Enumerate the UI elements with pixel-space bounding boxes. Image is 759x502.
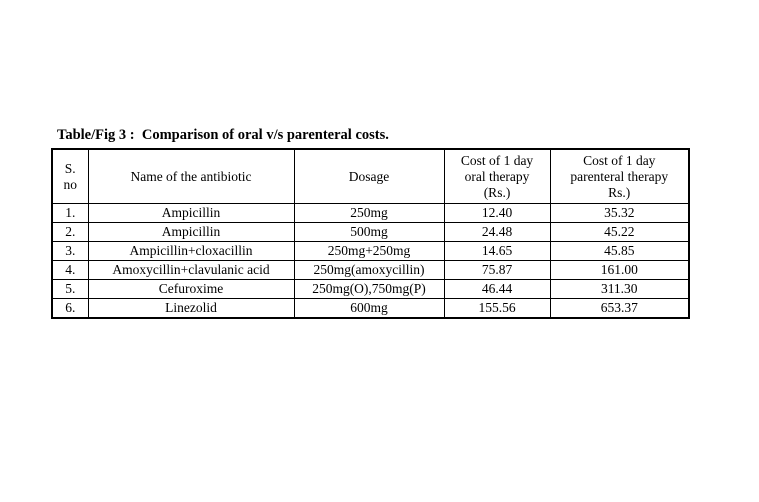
table-row	[52, 280, 689, 299]
header-dosage: Dosage	[294, 149, 444, 204]
header-serial-number-line2: no	[63, 176, 77, 192]
table-row	[52, 299, 689, 318]
cell-parenteral-cost: 653.37	[550, 299, 689, 318]
cell-dosage: 250mg(amoxycillin)	[294, 261, 444, 280]
cell-oral-cost: 46.44	[444, 280, 550, 299]
table-row	[52, 261, 689, 280]
cell-antibiotic-name: Ampicillin	[88, 204, 294, 223]
costs-comparison-table	[51, 148, 690, 319]
cell-antibiotic-name: Amoxycillin+clavulanic acid	[88, 261, 294, 280]
cell-serial-number: 3.	[52, 242, 88, 261]
cell-parenteral-cost: 45.85	[550, 242, 689, 261]
cell-parenteral-cost: 161.00	[550, 261, 689, 280]
cell-dosage: 250mg(O),750mg(P)	[294, 280, 444, 299]
cell-oral-cost: 24.48	[444, 223, 550, 242]
header-oral-cost	[444, 149, 550, 204]
cell-serial-number: 6.	[52, 299, 88, 318]
cell-parenteral-cost: 311.30	[550, 280, 689, 299]
cell-antibiotic-name: Ampicillin+cloxacillin	[88, 242, 294, 261]
cell-oral-cost: 155.56	[444, 299, 550, 318]
header-serial-number-line1: S.	[64, 160, 76, 176]
table-row	[52, 223, 689, 242]
header-antibiotic-name: Name of the antibiotic	[88, 149, 294, 204]
cell-antibiotic-name: Ampicillin	[88, 223, 294, 242]
cell-serial-number: 1.	[52, 204, 88, 223]
cell-serial-number: 5.	[52, 280, 88, 299]
cell-dosage: 250mg	[294, 204, 444, 223]
table-row	[52, 204, 689, 223]
cell-dosage: 250mg+250mg	[294, 242, 444, 261]
cell-antibiotic-name: Linezolid	[88, 299, 294, 318]
table-caption: Table/Fig 3 : Comparison of oral v/s parenteral costs.	[57, 127, 389, 143]
cell-dosage: 500mg	[294, 223, 444, 242]
header-parenteral-cost	[550, 149, 689, 204]
table-row	[52, 242, 689, 261]
cell-antibiotic-name: Cefuroxime	[88, 280, 294, 299]
cell-oral-cost: 14.65	[444, 242, 550, 261]
cell-oral-cost: 12.40	[444, 204, 550, 223]
header-row	[52, 149, 689, 204]
header-parenteral-cost-line2: parenteral therapy	[570, 168, 669, 184]
cell-dosage: 600mg	[294, 299, 444, 318]
cell-oral-cost: 75.87	[444, 261, 550, 280]
header-parenteral-cost-line1: Cost of 1 day	[583, 152, 656, 168]
header-oral-cost-line3: (Rs.)	[483, 184, 511, 200]
cell-parenteral-cost: 35.32	[550, 204, 689, 223]
cell-serial-number: 4.	[52, 261, 88, 280]
header-serial-number	[52, 149, 88, 204]
cell-parenteral-cost: 45.22	[550, 223, 689, 242]
header-oral-cost-line2: oral therapy	[464, 168, 530, 184]
header-parenteral-cost-line3: Rs.)	[608, 184, 631, 200]
header-oral-cost-line1: Cost of 1 day	[460, 152, 534, 168]
cell-serial-number: 2.	[52, 223, 88, 242]
